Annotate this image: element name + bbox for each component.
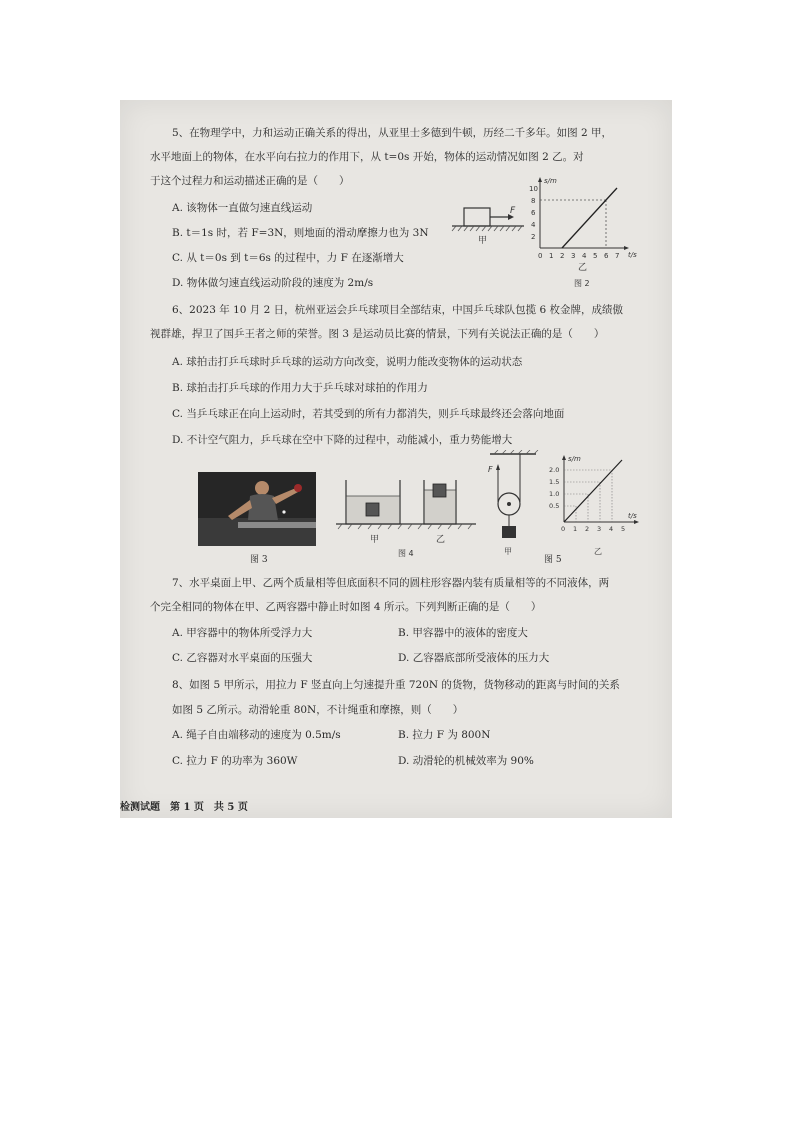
q6-line1: 6、2023 年 10 月 2 日，杭州亚运会乒乓球项目全部结束，中国乒乓球队包揽 6 枚金牌，成绩傲 — [172, 304, 623, 316]
x-tick: 1 — [573, 525, 578, 533]
y-axis-label: s/m — [568, 455, 581, 463]
q5-option-d: D. 物体做匀速直线运动阶段的速度为 2m/s — [172, 277, 374, 289]
data-line — [564, 460, 622, 522]
q8-option-a: A. 绳子自由端移动的速度为 0.5m/s — [172, 729, 341, 741]
x-tick: 6 — [604, 252, 609, 260]
player-illustration — [198, 472, 316, 546]
y-tick: 1.5 — [549, 478, 560, 486]
y-tick: 2 — [531, 233, 536, 241]
x-tick: 5 — [621, 525, 626, 533]
x-ticks — [561, 525, 625, 533]
q5-line2: 水平地面上的物体，在水平向右拉力的作用下，从 t=0s 开始，物体的运动情况如图 2 乙。对 — [150, 151, 584, 163]
object-jia — [366, 503, 379, 516]
x-tick: 3 — [571, 252, 576, 260]
x-tick: 0 — [538, 252, 543, 260]
force-arrowhead — [496, 464, 500, 470]
y-tick: 8 — [531, 197, 536, 205]
y-tick: 4 — [531, 221, 536, 229]
x-tick: 0 — [561, 525, 566, 533]
q6-option-c: C. 当乒乓球正在向上运动时，若其受到的所有力都消失，则乒乓球最终还会落向地面 — [172, 408, 565, 420]
q5-option-c: C. 从 t＝0s 到 t＝6s 的过程中，力 F 在逐渐增大 — [172, 252, 404, 264]
x-axis-arrow — [634, 520, 639, 524]
figure-5-jia-label: 甲 — [504, 547, 512, 556]
q7-option-c: C. 乙容器对水平桌面的压强大 — [172, 652, 313, 664]
q8-option-c: C. 拉力 F 的功率为 360W — [172, 755, 298, 767]
q7-line1: 7、水平桌面上甲、乙两个质量相等但底面积不同的圆柱形容器内装有质量相等的不同液体，两 — [172, 577, 610, 589]
x-tick: 5 — [593, 252, 598, 260]
y-tick: 0.5 — [549, 502, 560, 510]
q8-option-d: D. 动滑轮的机械效率为 90% — [398, 755, 534, 767]
y-axis-arrow — [562, 455, 566, 460]
block — [464, 208, 490, 226]
x-axis-arrow — [624, 246, 629, 250]
data-line — [562, 188, 617, 248]
y-tick: 10 — [529, 185, 538, 193]
q5-line1: 5、在物理学中，力和运动正确关系的得出，从亚里士多德到牛顿，历经二千多年。如图 2 甲， — [172, 127, 613, 139]
q5-line3: 于这个过程力和运动描述正确的是（ ） — [150, 175, 350, 187]
x-ticks — [538, 252, 619, 260]
y-ticks — [549, 466, 559, 510]
x-tick: 2 — [560, 252, 565, 260]
y-axis-label: s/m — [544, 177, 557, 185]
figure-2-yi-label: 乙 — [578, 263, 588, 273]
figure-5-yi-graph — [548, 452, 648, 562]
figure-5-caption: 图 5 — [544, 555, 562, 565]
x-axis-label: t/s — [628, 512, 637, 520]
object-yi — [433, 484, 446, 497]
x-tick: 1 — [549, 252, 554, 260]
page-footer: 检测试题 第 1 页 共 5 页 — [120, 802, 248, 813]
figure-5-jia-pulley — [484, 450, 544, 560]
q8-line1: 8、如图 5 甲所示，用拉力 F 竖直向上匀速提升重 720N 的货物，货物移动的距离与时间的关系 — [172, 679, 620, 691]
figure-3-photo — [198, 472, 316, 546]
q7-option-a: A. 甲容器中的物体所受浮力大 — [172, 627, 313, 639]
q6-line2: 视群雄，捍卫了国乒王者之师的荣誉。图 3 是运动员比赛的情景，下列有关说法正确的是（ ） — [150, 328, 605, 340]
container-jia — [346, 480, 400, 524]
q8-line2: 如图 5 乙所示。动滑轮重 80N，不计绳重和摩擦，则（ ） — [172, 704, 464, 716]
container-yi — [424, 480, 456, 524]
figure-2-caption: 图 2 — [574, 279, 590, 288]
y-ticks — [529, 185, 538, 241]
exam-page — [120, 100, 672, 818]
figure-4-containers — [336, 476, 496, 558]
x-tick: 4 — [582, 252, 587, 260]
q6-option-b: B. 球拍击打乒乓球的作用力大于乒乓球对球拍的作用力 — [172, 382, 428, 394]
table-hatch — [338, 524, 472, 529]
figure-4-yi-label: 乙 — [436, 535, 446, 545]
q5-option-b: B. t＝1s 时，若 F=3N，则地面的滑动摩擦力也为 3N — [172, 227, 429, 239]
x-tick: 3 — [597, 525, 602, 533]
ground-hatch — [452, 226, 522, 231]
figure-2-jia-label: 甲 — [478, 236, 488, 246]
x-tick: 2 — [585, 525, 590, 533]
figure-2-yi-graph — [528, 174, 648, 294]
x-tick: 4 — [609, 525, 614, 533]
y-tick: 2.0 — [549, 466, 560, 474]
figure-4-jia-label: 甲 — [370, 535, 380, 545]
figure-3-caption: 图 3 — [250, 555, 268, 565]
figure-5-force-label: F — [488, 465, 493, 474]
pulley-axle — [507, 502, 511, 506]
figure-5-yi-label: 乙 — [594, 547, 602, 556]
q8-option-b: B. 拉力 F 为 800N — [398, 729, 491, 741]
q7-option-b: B. 甲容器中的液体的密度大 — [398, 627, 528, 639]
q7-line2: 个完全相同的物体在甲、乙两容器中静止时如图 4 所示。下列判断正确的是（ ） — [150, 601, 542, 613]
force-label: F — [510, 206, 516, 216]
q6-option-d: D. 不计空气阻力，乒乓球在空中下降的过程中，动能减小，重力势能增大 — [172, 434, 513, 446]
q7-option-d: D. 乙容器底部所受液体的压力大 — [398, 652, 550, 664]
y-tick: 1.0 — [549, 490, 560, 498]
q6-option-a: A. 球拍击打乒乓球时乒乓球的运动方向改变，说明力能改变物体的运动状态 — [172, 356, 523, 368]
x-tick: 7 — [615, 252, 620, 260]
y-tick: 6 — [531, 209, 536, 217]
y-axis-arrow — [538, 177, 542, 182]
q5-option-a: A. 该物体一直做匀速直线运动 — [172, 202, 313, 214]
figure-4-caption: 图 4 — [398, 549, 414, 558]
graph-axes — [540, 180, 626, 248]
x-axis-label: t/s — [628, 251, 637, 259]
cargo — [502, 526, 516, 538]
